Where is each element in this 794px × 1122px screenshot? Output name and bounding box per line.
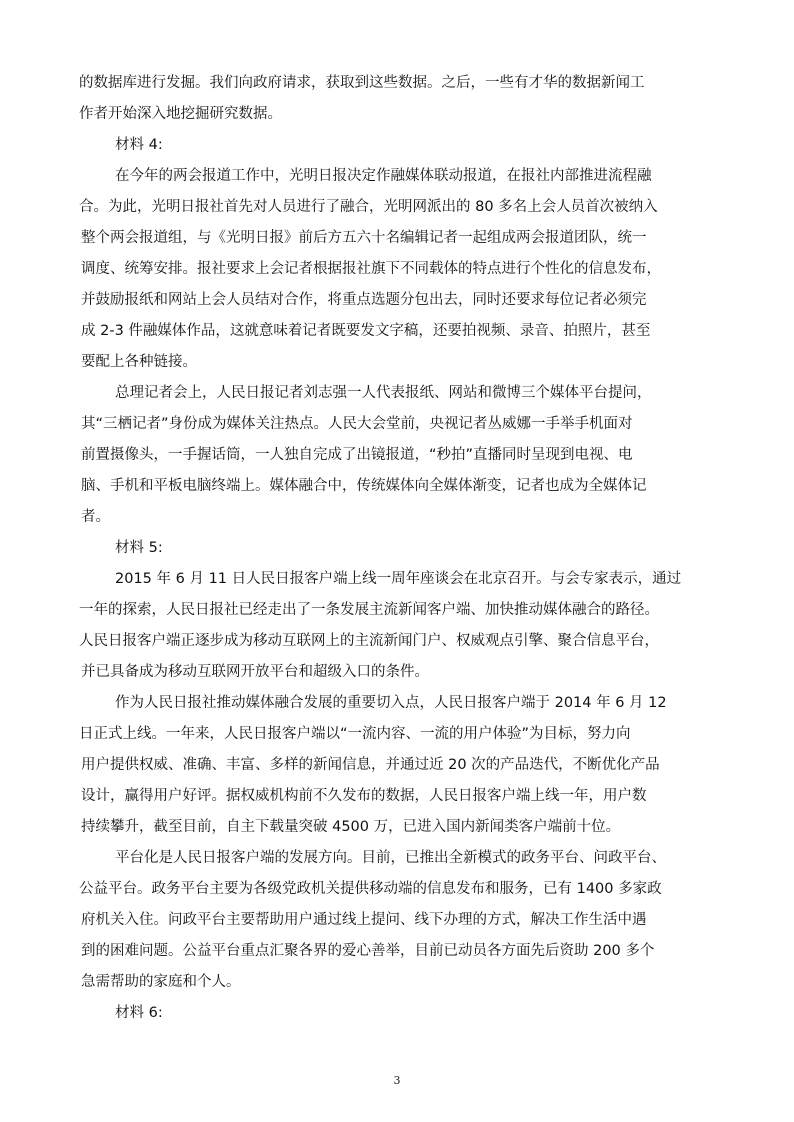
text-line: 成 2-3 件融媒体作品，这就意味着记者既要发文字稿，还要拍视频、录音、拍照片，甚至	[81, 323, 651, 339]
text-line: 人民日报客户端正逐步成为移动互联网上的主流新闻门户、权威观点引擎、聚合信息平台，	[79, 633, 659, 649]
text-line: 调度、统筹安排。报社要求上会记者根据报社旗下不同载体的特点进行个性化的信息发布，	[81, 261, 661, 277]
text-line: 府机关入住。问政平台主要帮助用户通过线上提问、线下办理的方式，解决工作生活中遇	[81, 912, 647, 928]
page-number: 3	[393, 1074, 401, 1087]
text-line: 急需帮助的家庭和个人。	[81, 974, 241, 990]
text-line: 一年的探索，人民日报社已经走出了一条发展主流新闻客户端、加快推动媒体融合的路径。	[79, 602, 659, 618]
text-line: 用户提供权威、准确、丰富、多样的新闻信息，并通过近 20 次的产品迭代，不断优化产品	[81, 757, 660, 773]
text-line: 作者开始深入地挖掘研究数据。	[79, 106, 282, 122]
text-line: 脑、手机和平板电脑终端上。媒体融合中，传统媒体向全媒体渐变，记者也成为全媒体记	[81, 478, 647, 494]
text-line: 公益平台。政务平台主要为各级党政机关提供移动端的信息发布和服务，已有 1400 多家政	[79, 881, 662, 897]
text-line: 作为人民日报社推动媒体融合发展的重要切入点，人民日报客户端于 2014 年 6 月 12	[115, 695, 667, 711]
text-line: 其“三栖记者”身份成为媒体关注热点。人民大会堂前，央视记者丛威娜一手举手机面对	[81, 416, 633, 432]
section-heading-material-6: 材料 6:	[115, 1005, 163, 1021]
text-line: 总理记者会上，人民日报记者刘志强一人代表报纸、网站和微博三个媒体平台提问，	[115, 385, 652, 401]
text-line: 持续攀升，截至目前，自主下载量突破 4500 万，已进入国内新闻类客户端前十位。	[81, 819, 621, 835]
section-heading-material-4: 材料 4:	[115, 137, 163, 153]
text-line: 的数据库进行发掘。我们向政府请求，获取到这些数据。之后，一些有才华的数据新闻工	[79, 75, 645, 91]
text-line: 在今年的两会报道工作中，光明日报决定作融媒体联动报道，在报社内部推进流程融	[115, 168, 652, 184]
text-line: 日正式上线。一年来，人民日报客户端以“一流内容、一流的用户体验”为目标，努力向	[79, 726, 631, 742]
text-line: 整个两会报道组，与《光明日报》前后方五六十名编辑记者一起组成两会报道团队，统一	[81, 230, 647, 246]
section-heading-material-5: 材料 5:	[115, 540, 163, 556]
text-line: 要配上各种链接。	[81, 354, 197, 370]
text-line: 到的困难问题。公益平台重点汇聚各界的爱心善举，目前已动员各方面先后资助 200 多个	[81, 943, 655, 959]
document-body	[79, 68, 719, 1029]
text-line: 合。为此，光明日报社首先对人员进行了融合，光明网派出的 80 多名上会人员首次被纳入	[79, 199, 658, 215]
text-line: 并已具备成为移动互联网开放平台和超级入口的条件。	[81, 664, 429, 680]
text-line: 设计，赢得用户好评。据权威机构前不久发布的数据，人民日报客户端上线一年，用户数	[81, 788, 647, 804]
text-line: 前置摄像头，一手握话筒，一人独自完成了出镜报道，“秒拍”直播同时呈现到电视、电	[81, 447, 633, 463]
text-line: 并鼓励报纸和网站上会人员结对合作，将重点选题分包出去，同时还要求每位记者必须完	[81, 292, 647, 308]
text-line: 平台化是人民日报客户端的发展方向。目前，已推出全新模式的政务平台、问政平台、	[115, 850, 666, 866]
text-line: 2015 年 6 月 11 日人民日报客户端上线一周年座谈会在北京召开。与会专家表示，通过	[115, 571, 682, 587]
text-line: 者。	[81, 509, 110, 525]
